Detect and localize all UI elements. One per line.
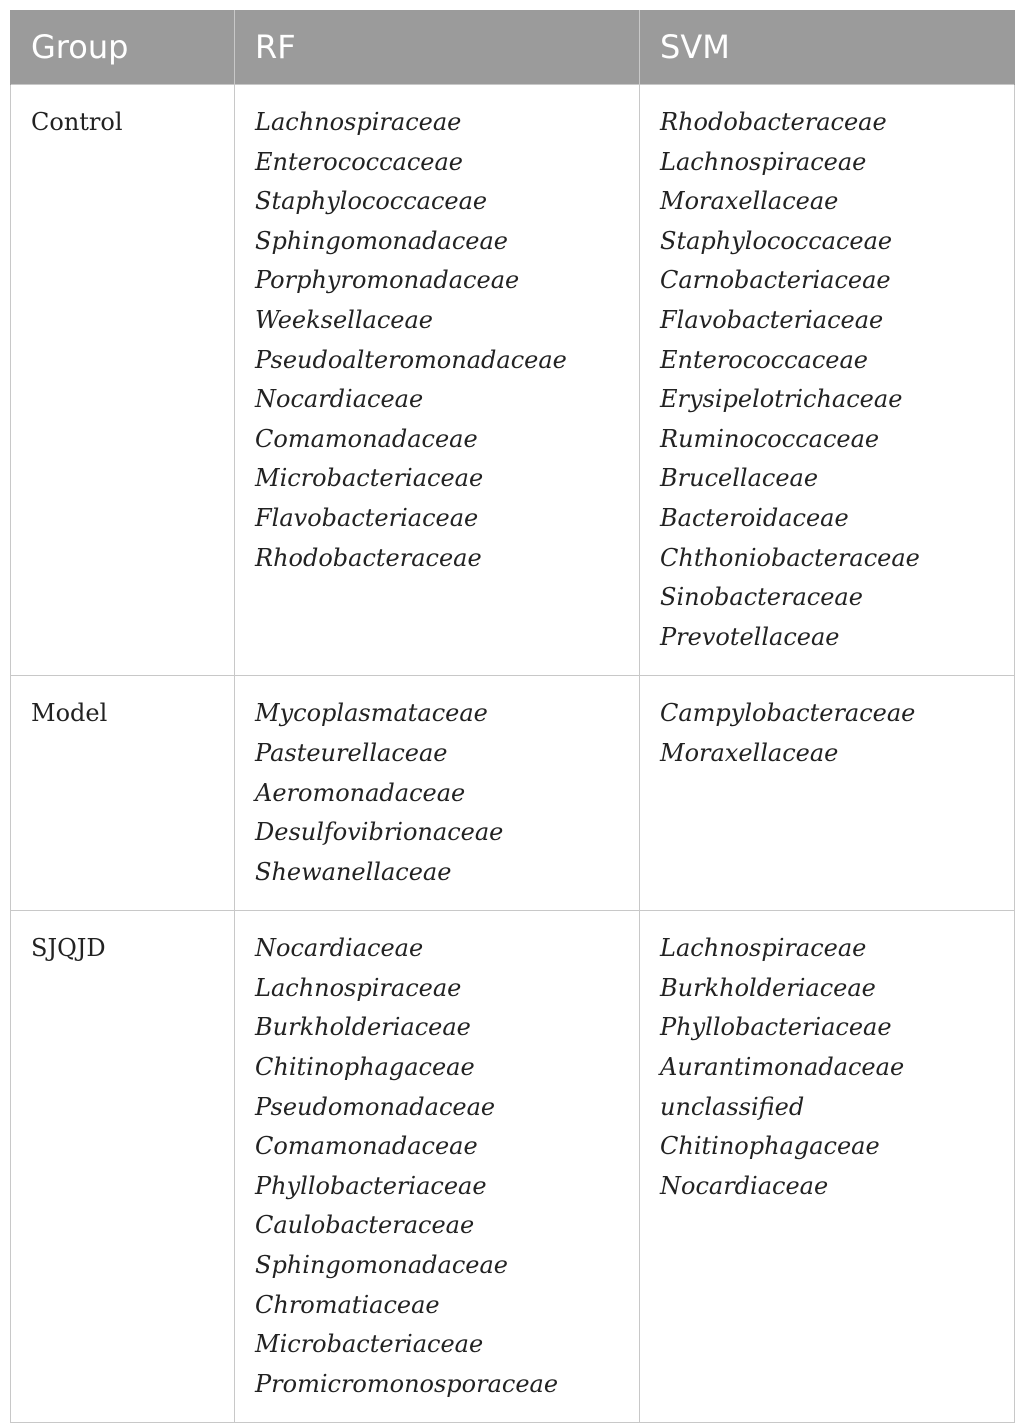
taxon-item: Campylobacteraceae	[660, 699, 916, 728]
header-group: Group	[11, 10, 235, 85]
classifier-results-table	[10, 10, 1015, 1423]
table-row-model	[11, 676, 1015, 911]
taxon-item: Aeromonadaceae	[255, 778, 466, 807]
taxon-item: Caulobacteraceae	[255, 1211, 475, 1240]
rf-cell	[235, 911, 640, 1423]
group-cell: SJQJD	[11, 911, 235, 1423]
taxon-item: Chromatiaceae	[255, 1290, 440, 1319]
taxon-item: Comamonadaceae	[255, 424, 478, 453]
taxon-item: Lachnospiraceae	[255, 108, 462, 136]
taxon-item: Pasteurellaceae	[255, 738, 448, 767]
group-cell: Control	[11, 85, 235, 676]
taxon-item: Erysipelotrichaceae	[660, 385, 903, 414]
table-body	[11, 85, 1015, 1423]
rf-cell	[235, 85, 640, 676]
table-row-control	[11, 85, 1015, 676]
taxon-item: Chitinophagaceae	[255, 1053, 475, 1082]
taxon-item: Nocardiaceae	[255, 385, 424, 414]
taxon-item: Staphylococcaceae	[660, 226, 893, 255]
taxon-item: Desulfovibrionaceae	[255, 818, 504, 847]
taxon-item: Rhodobacteraceae	[255, 543, 482, 572]
table-row-sjqjd	[11, 911, 1015, 1423]
taxon-item: Nocardiaceae	[255, 934, 424, 963]
taxon-item: Microbacteriaceae	[255, 1330, 484, 1359]
taxon-item: Comamonadaceae	[255, 1132, 478, 1161]
taxon-item: Pseudomonadaceae	[255, 1092, 496, 1121]
taxon-item: Prevotellaceae	[660, 622, 840, 651]
taxon-item: Moraxellaceae	[660, 738, 839, 767]
taxon-item: Rhodobacteraceae	[660, 108, 887, 136]
results-table-container	[10, 10, 1014, 1423]
table-header	[11, 10, 1015, 85]
taxon-item: Bacteroidaceae	[660, 503, 849, 532]
taxon-item: Sphingomonadaceae	[255, 226, 509, 255]
taxon-item: Flavobacteriaceae	[660, 305, 884, 334]
taxon-item: Lachnospiraceae	[255, 973, 462, 1002]
taxon-item: Lachnospiraceae	[660, 934, 867, 963]
taxon-item: Weeksellaceae	[255, 305, 433, 334]
group-cell: Model	[11, 676, 235, 911]
taxon-item: Flavobacteriaceae	[255, 503, 479, 532]
taxon-item: Pseudoalteromonadaceae	[255, 345, 567, 374]
rf-cell	[235, 676, 640, 911]
taxon-item: Nocardiaceae	[660, 1171, 829, 1200]
taxon-item: Phyllobacteriaceae	[255, 1171, 487, 1200]
taxon-item: Phyllobacteriaceae	[660, 1013, 892, 1042]
svm-cell	[640, 676, 1015, 911]
taxon-item: Shewanellaceae	[255, 857, 452, 886]
taxon-item: Sphingomonadaceae	[255, 1251, 509, 1280]
taxon-item: Porphyromonadaceae	[255, 266, 520, 295]
taxon-item: Moraxellaceae	[660, 187, 839, 216]
taxon-item: Staphylococcaceae	[255, 187, 488, 216]
taxon-item: Enterococcaceae	[255, 147, 463, 176]
taxon-item: Chitinophagaceae	[660, 1132, 880, 1161]
header-rf: RF	[235, 10, 640, 85]
taxon-item: Enterococcaceae	[660, 345, 868, 374]
taxon-item: Ruminococcaceae	[660, 424, 880, 453]
taxon-item: Burkholderiaceae	[255, 1013, 471, 1042]
taxon-item: Brucellaceae	[660, 464, 819, 493]
taxon-item: Aurantimonadaceae	[660, 1053, 905, 1082]
taxon-item: Burkholderiaceae	[660, 973, 876, 1002]
taxon-item: Carnobacteriaceae	[660, 266, 891, 295]
taxon-item: unclassified	[660, 1092, 805, 1121]
svm-cell	[640, 911, 1015, 1423]
taxon-item: Chthoniobacteraceae	[660, 543, 920, 572]
taxon-item: Lachnospiraceae	[660, 147, 867, 176]
taxon-item: Mycoplasmataceae	[255, 699, 488, 728]
svm-cell	[640, 85, 1015, 676]
taxon-item: Promicromonosporaceae	[255, 1369, 559, 1398]
taxon-item: Microbacteriaceae	[255, 464, 484, 493]
header-row	[11, 10, 1015, 85]
taxon-item: Sinobacteraceae	[660, 583, 863, 612]
header-svm: SVM	[640, 10, 1015, 85]
